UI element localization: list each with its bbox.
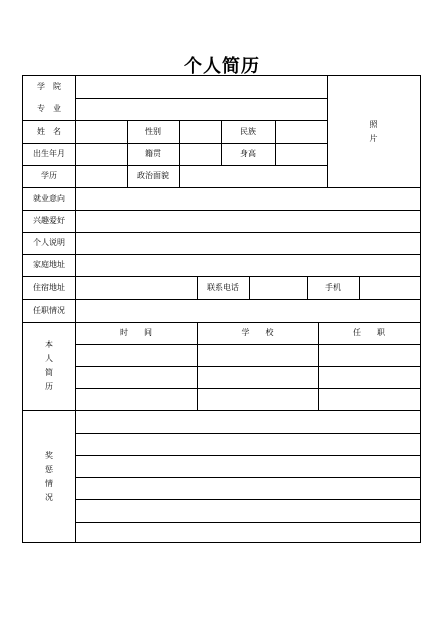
- label-job-intention: 就业意向: [33, 193, 65, 203]
- row-divider: [75, 366, 420, 367]
- photo-placeholder[interactable]: [327, 76, 420, 187]
- education-field[interactable]: [75, 165, 127, 187]
- height-field[interactable]: [275, 143, 327, 165]
- label-ethnicity: 民族: [240, 126, 256, 136]
- contact-phone-field[interactable]: [249, 276, 307, 299]
- major-field[interactable]: [75, 98, 327, 120]
- name-field[interactable]: [75, 120, 127, 143]
- row-divider: [75, 433, 420, 434]
- birth-field[interactable]: [75, 143, 127, 165]
- row-divider: [75, 455, 420, 456]
- label-political-status: 政治面貌: [137, 171, 169, 180]
- row-divider: [75, 344, 420, 345]
- row-divider: [75, 522, 420, 523]
- ethnicity-field[interactable]: [275, 120, 327, 143]
- header-position: 任 职: [353, 328, 385, 337]
- label-hobbies: 兴趣爱好: [33, 216, 65, 225]
- mobile-field[interactable]: [359, 276, 420, 299]
- row-divider: [75, 499, 420, 500]
- row-divider: [75, 388, 420, 389]
- photo-char: 照: [369, 119, 378, 129]
- home-address-field[interactable]: [75, 254, 420, 276]
- label-name: 姓 名: [37, 126, 61, 136]
- gender-field[interactable]: [179, 120, 221, 143]
- native-place-field[interactable]: [179, 143, 221, 165]
- row-divider: [75, 477, 420, 478]
- label-home-address: 家庭地址: [33, 260, 65, 269]
- label-residence: 住宿地址: [33, 282, 65, 292]
- row-divider: [23, 410, 420, 411]
- label-birth: 出生年月: [33, 149, 65, 158]
- photo-char: 片: [369, 133, 378, 143]
- label-education: 学历: [41, 171, 57, 180]
- job-intention-field[interactable]: [75, 187, 420, 210]
- resume-section-label: 本 人 简 历: [45, 340, 53, 391]
- label-major: 专 业: [37, 104, 61, 113]
- page-title: 个人简历: [184, 56, 260, 77]
- appointment-field[interactable]: [75, 299, 420, 322]
- label-height: 身高: [240, 149, 256, 158]
- residence-field[interactable]: [75, 276, 197, 299]
- label-native-place: 籍贯: [145, 149, 161, 158]
- label-gender: 性别: [145, 126, 161, 136]
- self-description-field[interactable]: [75, 232, 420, 254]
- hobbies-field[interactable]: [75, 210, 420, 232]
- political-status-field[interactable]: [179, 165, 327, 187]
- label-appointment: 任职情况: [33, 305, 65, 315]
- header-school: 学 校: [241, 328, 274, 337]
- label-self-description: 个人说明: [33, 238, 65, 247]
- resume-form: [22, 75, 421, 543]
- label-mobile: 手机: [325, 282, 341, 292]
- label-contact-phone: 联系电话: [207, 282, 239, 292]
- awards-section-label: 奖 惩 情 况: [45, 450, 53, 502]
- label-school: 学 院: [37, 82, 61, 91]
- school-field[interactable]: [75, 76, 327, 98]
- header-time: 时 间: [120, 328, 152, 337]
